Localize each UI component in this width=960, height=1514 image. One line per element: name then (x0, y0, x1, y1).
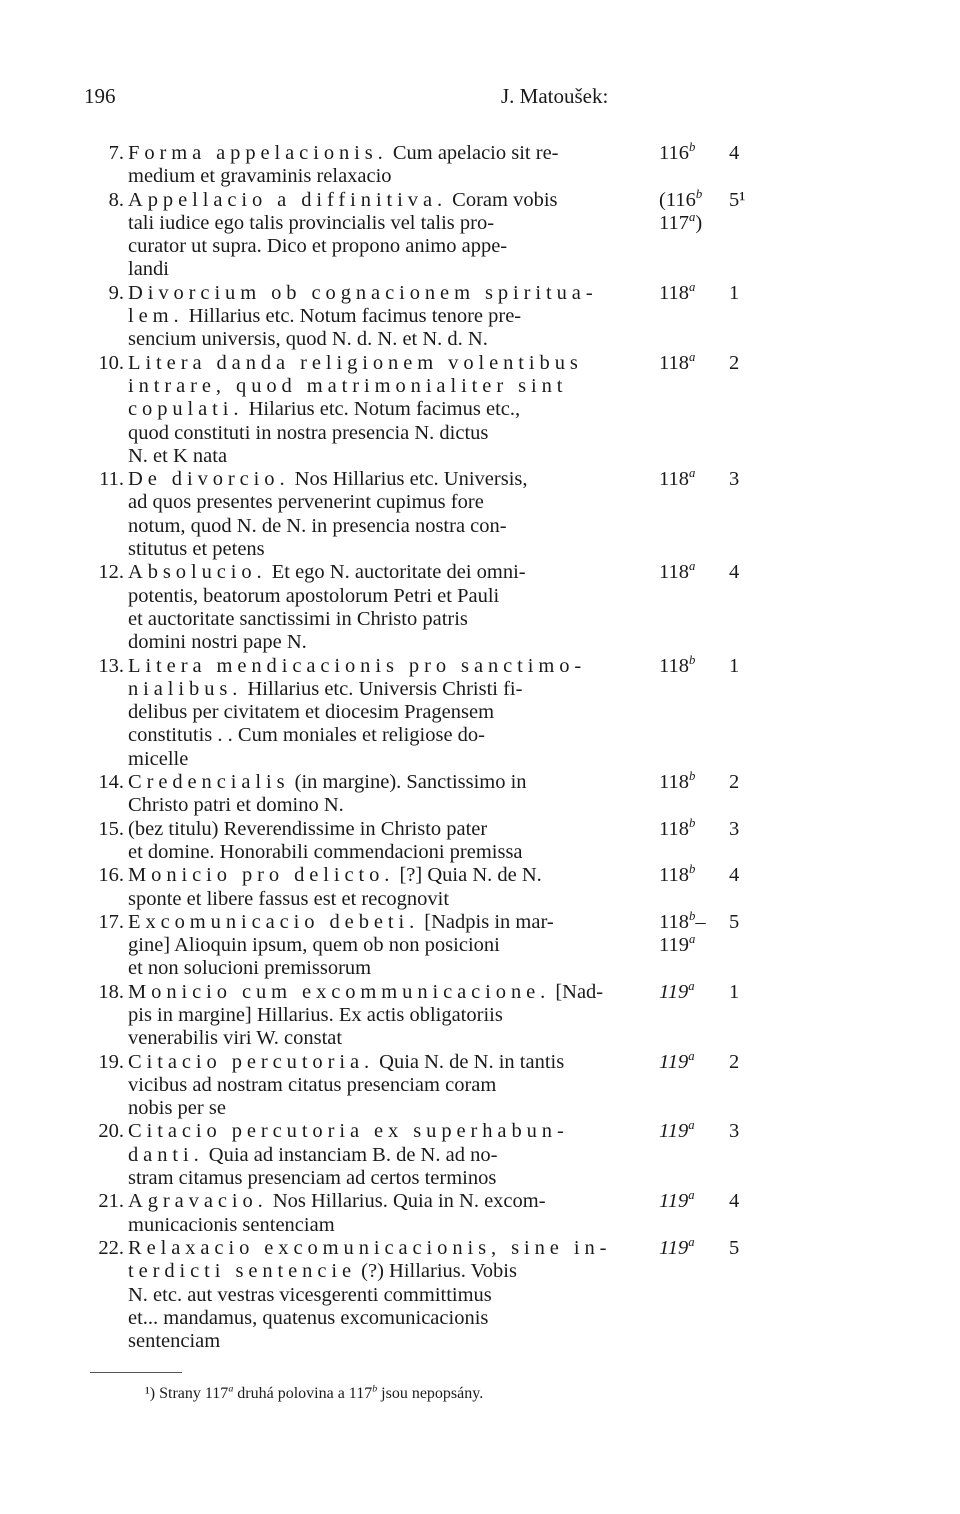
entry-number: 20. (98, 1120, 124, 1143)
entry-line: Litera mendicacionis pro sanctimo- (128, 654, 587, 677)
entry-line: sencium universis, quod N. d. N. et N. d. N. (128, 328, 488, 351)
entry-line: lem. Hillarius etc. Notum facimus tenore pre- (128, 305, 522, 328)
catalog-entry (84, 1120, 764, 1190)
leaf-number: 2 (729, 351, 740, 374)
entry-line: copulati. Hilarius etc. Notum facimus etc., (128, 398, 521, 421)
entry-number: 16. (98, 864, 124, 887)
catalog-entry (84, 1190, 764, 1237)
entry-line: landi (128, 258, 169, 281)
entry-line: stram citamus presenciam ad certos terminos (128, 1167, 497, 1190)
entry-line: Excomunicacio debeti. [Nadpis in mar- (128, 910, 554, 933)
footnote-sup-2: b (372, 1383, 378, 1395)
entry-text (128, 561, 648, 654)
entry-text (128, 1120, 648, 1190)
entry-line: tali iudice ego talis provincialis vel talis pro- (128, 211, 495, 234)
leaf-number: 3 (729, 1120, 740, 1143)
folio-reference: 118$^b$ (659, 652, 696, 677)
entry-line: intrare, quod matrimonialiter sint (128, 374, 568, 397)
entry-number: 18. (98, 980, 124, 1003)
entry-number: 9. (108, 281, 124, 304)
entry-line: venerabilis viri W. constat (128, 1027, 343, 1050)
entry-line: Appellacio a diffinitiva. Coram vobis (128, 188, 558, 211)
entry-line: stitutus et petens (128, 538, 265, 561)
catalog-entry (84, 652, 764, 771)
leaf-number: 4 (729, 561, 740, 584)
entry-number: 22. (98, 1236, 124, 1259)
entry-line: potentis, beatorum apostolorum Petri et Pauli (128, 584, 500, 607)
page-number: 196 (84, 84, 116, 108)
entry-line: quod constituti in nostra presencia N. dictus (128, 421, 489, 444)
entry-line: pis in margine] Hillarius. Ex actis obligatoriis (128, 1003, 503, 1026)
folio-reference: 119$^a$ (659, 1118, 695, 1143)
leaf-number: 1 (729, 654, 740, 677)
entry-line: medium et gravaminis relaxacio (128, 165, 392, 188)
entry-line: vicibus ad nostram citatus presenciam coram (128, 1073, 497, 1096)
page-header (84, 84, 770, 114)
leaf-number: 2 (729, 771, 740, 794)
entry-line: Citacio percutoria. Quia N. de N. in tantis (128, 1050, 565, 1073)
folio-reference: 118$^a$ (659, 279, 696, 304)
entry-line: delibus per civitatem et diocesim Pragensem (128, 701, 495, 724)
folio-reference: 119$^a$ (659, 1188, 695, 1213)
entry-text (128, 142, 648, 189)
entry-number: 15. (98, 817, 124, 840)
entry-number: 19. (98, 1050, 124, 1073)
catalog-entry (84, 815, 764, 865)
entry-line: sentenciam (128, 1330, 221, 1353)
entry-text (128, 1051, 648, 1121)
entry-number: 13. (98, 654, 124, 677)
leaf-number: 5 (729, 1236, 740, 1259)
folio-reference: 118$^b$ (659, 769, 696, 794)
entry-line: Credencialis (in margine). Sanctissimo in (128, 771, 527, 794)
entry-line: Divorcium ob cognacionem spiritua- (128, 281, 598, 304)
entry-line: notum, quod N. de N. in presencia nostra con- (128, 514, 507, 537)
catalog-entry (84, 864, 764, 911)
folio-reference: 118$^a$ (659, 349, 696, 374)
entry-line: nobis per se (128, 1097, 226, 1120)
folio-reference: 118$^b$– 119$^a$ (659, 908, 706, 957)
entry-number: 17. (98, 910, 124, 933)
footnote-text-before: Strany 117 (159, 1385, 229, 1402)
entry-text (128, 911, 648, 981)
footnote-rule (90, 1372, 182, 1373)
footnote (145, 1384, 483, 1404)
leaf-number: 1 (729, 281, 740, 304)
entry-line: Monicio cum excommunicacione. [Nad- (128, 980, 604, 1003)
entry-text (128, 771, 648, 818)
entry-text (128, 1190, 648, 1237)
entry-line: N. etc. aut vestras vicesgerenti committimus (128, 1283, 492, 1306)
entry-line: domini nostri pape N. (128, 631, 307, 654)
entry-line: et non solucioni premissorum (128, 957, 372, 980)
catalog-entry (84, 771, 764, 818)
catalog-entry (84, 978, 764, 1051)
entry-text (128, 655, 648, 771)
running-head: J. Matoušek: (501, 84, 609, 108)
folio-reference: 119$^a$ (659, 1048, 695, 1073)
entry-list (84, 142, 764, 1353)
leaf-number: 4 (729, 1190, 740, 1213)
catalog-entry (84, 142, 764, 189)
entry-line: danti. Quia ad instanciam B. de N. ad no- (128, 1143, 498, 1166)
folio-reference: 118$^a$ (659, 466, 696, 491)
entry-line: terdicti sentencie (?) Hillarius. Vobis (128, 1260, 517, 1283)
folio-reference: (116$^b$ 117$^a$) (659, 186, 703, 234)
entry-line: micelle (128, 747, 189, 770)
entry-number: 14. (98, 771, 124, 794)
entry-line: De divorcio. Nos Hillarius etc. Universis, (128, 468, 528, 491)
entry-text (128, 282, 648, 352)
entry-line: N. et K nata (128, 444, 228, 467)
catalog-entry (84, 1048, 764, 1121)
leaf-number: 4 (729, 864, 740, 887)
entry-line: Absolucio. Et ego N. auctoritate dei omni- (128, 561, 526, 584)
catalog-entry (84, 908, 764, 981)
leaf-number: 5 (729, 910, 740, 933)
catalog-entry (84, 279, 764, 352)
entry-line: et domine. Honorabili commendacioni premissa (128, 840, 523, 863)
footnote-text-after: jsou nepopsány. (377, 1385, 484, 1402)
entry-number: 12. (98, 561, 124, 584)
footnote-marker: ¹) (145, 1385, 156, 1402)
entry-number: 8. (108, 188, 124, 211)
folio-reference: 116$^b$ (659, 140, 696, 164)
entry-line: (bez titulu) Reverendissime in Christo pater (128, 817, 488, 840)
entry-number: 10. (98, 351, 124, 374)
entry-line: ad quos presentes pervenerint cupimus fore (128, 491, 484, 514)
catalog-entry (84, 561, 764, 654)
entry-line: Forma appelacionis. Cum apelacio sit re- (128, 142, 559, 164)
leaf-number: 4 (729, 142, 740, 164)
footnote-sup-1: a (228, 1383, 234, 1395)
entry-line: municacionis sentenciam (128, 1213, 335, 1236)
entry-text (128, 981, 648, 1051)
entry-line: curator ut supra. Dico et propono animo appe- (128, 235, 508, 258)
entry-line: Monicio pro delicto. [?] Quia N. de N. (128, 864, 542, 887)
entry-number: 11. (99, 468, 124, 491)
leaf-number: 2 (729, 1050, 740, 1073)
entry-text (128, 352, 648, 468)
entry-number: 7. (108, 142, 124, 164)
footnote-text-middle: druhá polovina a 117 (233, 1385, 373, 1402)
folio-reference: 118$^b$ (659, 815, 696, 840)
catalog-entry (84, 1237, 764, 1353)
entry-line: Citacio percutoria ex superhabun- (128, 1120, 569, 1143)
entry-text (128, 189, 648, 282)
entry-line: sponte et libere fassus est et recognovit (128, 887, 450, 910)
folio-reference: 119$^a$ (659, 978, 695, 1003)
entry-line: Agravacio. Nos Hillarius. Quia in N. excom- (128, 1190, 546, 1213)
entry-line: et... mandamus, quatenus excomunicacionis (128, 1306, 489, 1329)
leaf-number: 1 (729, 980, 740, 1003)
entry-line: Relaxacio excomunicacionis, sine in- (128, 1236, 612, 1259)
entry-line: et auctoritate sanctissimi in Christo patris (128, 607, 468, 630)
entry-line: constitutis . . Cum moniales et religiose do- (128, 724, 485, 747)
leaf-number: 3 (729, 468, 740, 491)
folio-reference: 118$^b$ (659, 862, 696, 887)
folio-reference: 118$^a$ (659, 559, 696, 584)
entry-text (128, 818, 648, 865)
catalog-entry (84, 349, 764, 468)
catalog-entry (84, 468, 764, 561)
entry-text (128, 1237, 648, 1353)
leaf-number: 3 (729, 817, 740, 840)
entry-line: gine] Alioquin ipsum, quem ob non posicioni (128, 934, 500, 957)
leaf-number: 5¹ (729, 188, 746, 211)
catalog-entry (84, 186, 764, 282)
entry-line: Christo patri et domino N. (128, 794, 344, 817)
entry-number: 21. (98, 1190, 124, 1213)
entry-line: nialibus. Hillarius etc. Universis Christi fi- (128, 677, 523, 700)
entry-text (128, 468, 648, 561)
entry-text (128, 864, 648, 911)
folio-reference: 119$^a$ (659, 1235, 695, 1259)
entry-line: Litera danda religionem volentibus (128, 351, 583, 374)
